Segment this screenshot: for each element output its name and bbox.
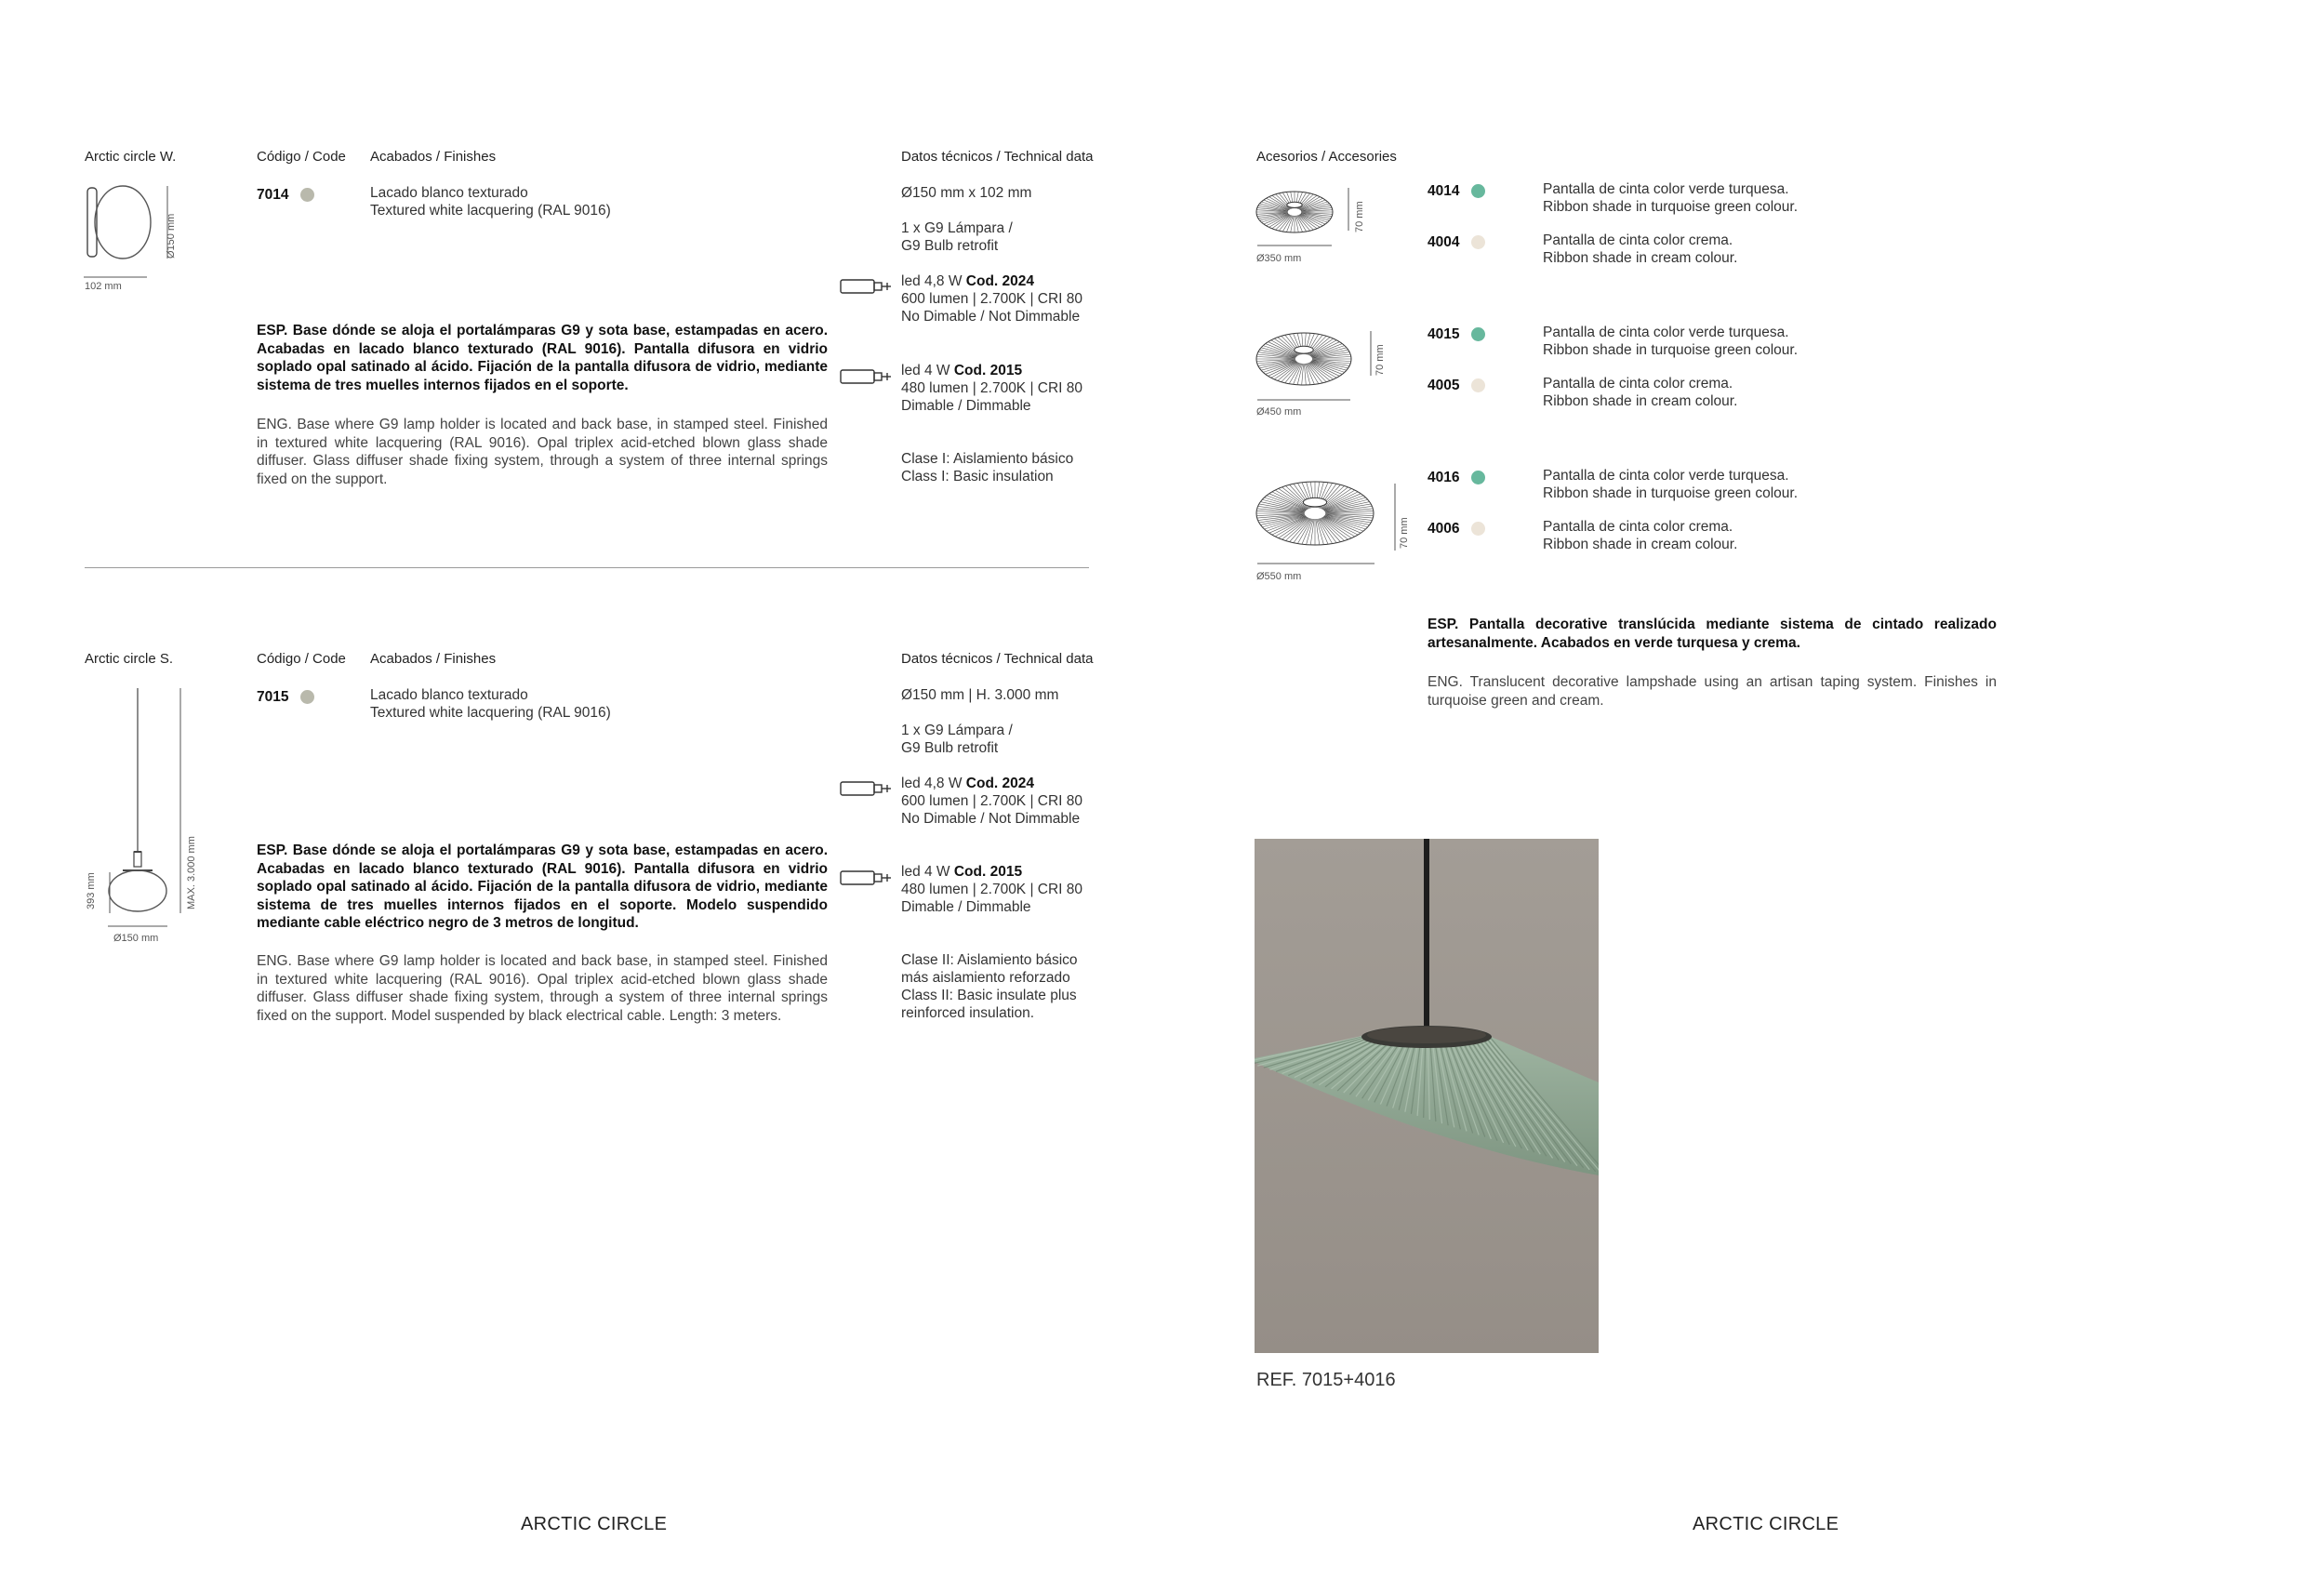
header-code: Código / Code: [257, 149, 346, 165]
accessory-4015-en: Ribbon shade in turquoise green colour.: [1543, 342, 1799, 358]
suspension-tech-bulb: 1 x G9 Lámpara /: [901, 723, 1013, 738]
swatch-cream: [1471, 235, 1485, 249]
wall-tech-size: Ø150 mm x 102 mm: [901, 185, 1032, 201]
shade-550-height: 70 mm: [1399, 517, 1410, 549]
wall-dim-height: Ø150 mm: [166, 213, 177, 259]
suspension-led2-dim: Dimable / Dimmable: [901, 899, 1031, 915]
wall-class-en: Class I: Basic insulation: [901, 469, 1054, 484]
suspension-finish-swatch: [300, 690, 314, 704]
wall-led1-dim: No Dimable / Not Dimmable: [901, 309, 1081, 325]
shade-350-diameter: Ø350 mm: [1256, 253, 1302, 264]
swatch-turquoise: [1471, 184, 1485, 198]
wall-dim-width: 102 mm: [85, 281, 122, 292]
suspension-lamp-drawing: [93, 686, 195, 937]
accessories-description-esp: ESP. Pantalla decorative translúcida mediante sistema de cintado realizado artesanalmente. Acabados en verde turquesa y crema.: [1428, 617, 1997, 651]
accessory-4005-es: Pantalla de cinta color crema.: [1543, 376, 1733, 391]
accessory-4006-es: Pantalla de cinta color crema.: [1543, 519, 1733, 535]
swatch-turquoise: [1471, 327, 1485, 341]
accessory-code-4005: 4005: [1428, 378, 1460, 393]
wall-finish-es: Lacado blanco texturado: [370, 185, 528, 201]
accessory-code-4016: 4016: [1428, 470, 1460, 485]
suspension-description-eng: ENG. Base where G9 lamp holder is located and back base, in stamped steel. Finished in textured white lacquering (RAL 9016). Opal triplex acid-etched blown glass shade diffuser. Glass diffuser shade fixing system, through a system of three internal springs fixed on the support. Model suspended by black electrical cable. Length: 3 meters.: [257, 953, 828, 1024]
header-finishes: Acabados / Finishes: [370, 149, 497, 165]
suspension-finish-en: Textured white lacquering (RAL 9016): [370, 705, 611, 721]
swatch-turquoise: [1471, 471, 1485, 484]
header-technical-data: Datos técnicos / Technical data: [901, 149, 1094, 165]
wall-finish-swatch: [300, 188, 314, 202]
wall-led2-dim: Dimable / Dimmable: [901, 398, 1031, 414]
wall-led2-title: led 4 W Cod. 2015: [901, 363, 1023, 378]
suspension-class-en-2: reinforced insulation.: [901, 1005, 1035, 1021]
photo-reference: REF. 7015+4016: [1256, 1370, 1396, 1390]
product-name-wall: Arctic circle W.: [85, 149, 177, 165]
wall-tech-bulb: 1 x G9 Lámpara /: [901, 220, 1013, 236]
accessories-description-eng: ENG. Translucent decorative lampshade using an artisan taping system. Finishes in turquoise green and cream.: [1428, 674, 1997, 709]
accessory-4014-en: Ribbon shade in turquoise green colour.: [1543, 199, 1799, 215]
suspension-class-en: Class II: Basic insulate plus: [901, 988, 1077, 1003]
suspension-dim-width: Ø150 mm: [113, 933, 159, 944]
wall-led1-title: led 4,8 W Cod. 2024: [901, 273, 1035, 289]
wall-description-esp: ESP. Base dónde se aloja el portalámparas G9 y sota base, estampadas en acero. Acabadas en lacado blanco texturado (RAL 9016). Pantalla difusora en vidrio soplado opal satinado al ácido. Fijación de la pantalla difusora de vidrio, mediante sistema de tres muelles internos fijados en el soporte.: [257, 323, 828, 393]
led-bulb-icon: [839, 367, 893, 386]
header-finishes: Acabados / Finishes: [370, 651, 497, 667]
product-name-suspension: Arctic circle S.: [85, 651, 174, 667]
suspension-led1-dim: No Dimable / Not Dimmable: [901, 811, 1081, 827]
header-technical-data: Datos técnicos / Technical data: [901, 651, 1094, 667]
accessory-4014-es: Pantalla de cinta color verde turquesa.: [1543, 181, 1789, 197]
accessory-4005-en: Ribbon shade in cream colour.: [1543, 393, 1738, 409]
accessory-code-4004: 4004: [1428, 234, 1460, 250]
wall-tech-bulb-en: G9 Bulb retrofit: [901, 238, 999, 254]
shade-550-drawing: [1254, 471, 1421, 573]
accessory-4006-en: Ribbon shade in cream colour.: [1543, 537, 1738, 552]
suspension-tech-size: Ø150 mm | H. 3.000 mm: [901, 687, 1059, 703]
suspension-led1-spec: 600 lumen | 2.700K | CRI 80: [901, 793, 1083, 809]
led-bulb-icon: [839, 779, 893, 798]
accessory-4015-es: Pantalla de cinta color verde turquesa.: [1543, 325, 1789, 340]
accessory-4016-es: Pantalla de cinta color verde turquesa.: [1543, 468, 1789, 484]
accessory-code-4014: 4014: [1428, 183, 1460, 199]
footer-right: ARCTIC CIRCLE: [1693, 1514, 1839, 1534]
wall-code: 7014: [257, 187, 289, 203]
shade-450-diameter: Ø450 mm: [1256, 406, 1302, 418]
suspension-led1-title: led 4,8 W Cod. 2024: [901, 776, 1035, 791]
header-code: Código / Code: [257, 651, 346, 667]
wall-led1-spec: 600 lumen | 2.700K | CRI 80: [901, 291, 1083, 307]
suspension-class-es: Clase II: Aislamiento básico: [901, 952, 1078, 968]
wall-description-eng: ENG. Base where G9 lamp holder is located and back base, in stamped steel. Finished in textured white lacquering (RAL 9016). Opal triplex acid-etched blown glass shade diffuser. Glass diffuser shade fixing system, through a system of three internal springs fixed on the support.: [257, 417, 828, 487]
suspension-tech-bulb-en: G9 Bulb retrofit: [901, 740, 999, 756]
wall-led2-spec: 480 lumen | 2.700K | CRI 80: [901, 380, 1083, 396]
shade-450-height: 70 mm: [1374, 344, 1386, 376]
suspension-dim-max: MAX. 3.000 mm: [186, 836, 197, 909]
led-bulb-icon: [839, 869, 893, 887]
accessory-code-4015: 4015: [1428, 326, 1460, 342]
suspension-finish-es: Lacado blanco texturado: [370, 687, 528, 703]
footer-left: ARCTIC CIRCLE: [521, 1514, 668, 1534]
wall-finish-en: Textured white lacquering (RAL 9016): [370, 203, 611, 219]
accessory-4016-en: Ribbon shade in turquoise green colour.: [1543, 485, 1799, 501]
accessory-4004-en: Ribbon shade in cream colour.: [1543, 250, 1738, 266]
wall-class-es: Clase I: Aislamiento básico: [901, 451, 1074, 467]
swatch-cream: [1471, 378, 1485, 392]
shade-550-diameter: Ø550 mm: [1256, 571, 1302, 582]
product-photo: [1255, 839, 1599, 1353]
led-bulb-icon: [839, 277, 893, 296]
suspension-description-esp: ESP. Base dónde se aloja el portalámparas G9 y sota base, estampadas en acero. Acabadas en lacado blanco texturado (RAL 9016). Pantalla difusora en vidrio soplado opal satinado al ácido. Fijación de la pantalla difusora de vidrio, mediante sistema de tres muelles internos fijados en el soporte. Modelo suspendido mediante cable eléctrico negro de 3 metros de longitud.: [257, 843, 828, 931]
suspension-led2-spec: 480 lumen | 2.700K | CRI 80: [901, 882, 1083, 897]
accessory-code-4006: 4006: [1428, 521, 1460, 537]
swatch-cream: [1471, 522, 1485, 536]
shade-350-height: 70 mm: [1354, 201, 1365, 232]
suspension-code: 7015: [257, 689, 289, 705]
suspension-class-es-2: más aislamiento reforzado: [901, 970, 1070, 986]
suspension-dim-height: 393 mm: [86, 872, 97, 909]
accessories-title: Acesorios / Accesories: [1256, 149, 1397, 165]
accessory-4004-es: Pantalla de cinta color crema.: [1543, 232, 1733, 248]
suspension-led2-title: led 4 W Cod. 2015: [901, 864, 1023, 880]
section-divider: [85, 567, 1089, 568]
